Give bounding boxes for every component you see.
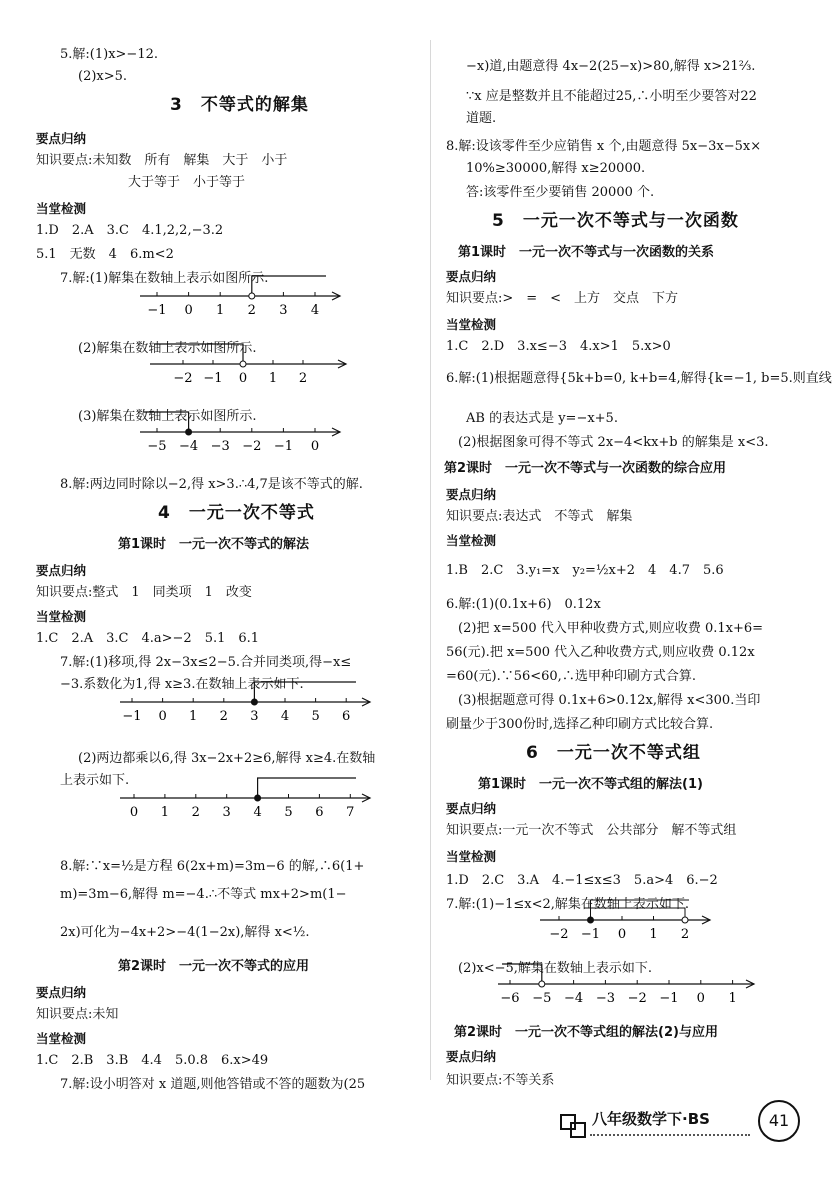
answer-line: 8.解:∵x=½是方程 6(2x+m)=3m−6 的解,∴6(1+ xyxy=(60,859,365,874)
answer-line: 大于等于 小于等于 xyxy=(128,175,246,190)
lesson-title: 第1课时 一元一次不等式的解法 xyxy=(118,537,310,552)
subsection-heading: 当堂检测 xyxy=(36,201,87,216)
number-line xyxy=(120,794,370,820)
arrow-icon xyxy=(746,980,754,988)
subsection-heading: 要点归纳 xyxy=(36,563,87,578)
number-line-tick-label: −5 xyxy=(147,439,167,454)
solution-ray xyxy=(258,778,356,798)
number-line-tick-label: 6 xyxy=(342,709,351,724)
answer-line: 1.C 2.B 3.B 4.4 5.0.8 6.x>49 xyxy=(36,1053,269,1068)
number-line-tick-label: 2 xyxy=(680,927,690,942)
number-line-tick-label: 4 xyxy=(280,709,290,724)
closed-dot-icon xyxy=(251,699,257,705)
number-line-tick-label: 0 xyxy=(158,709,167,724)
number-line-tick-label: −1 xyxy=(122,709,142,724)
answer-line: −x)道,由题意得 4x−2(25−x)>80,解得 x>21⅔. xyxy=(466,59,756,74)
subsection-heading: 当堂检测 xyxy=(36,609,87,624)
answer-line: (2)把 x=500 代入甲种收费方式,则应收费 0.1x+6= xyxy=(458,621,764,636)
number-line-tick-label: −3 xyxy=(210,439,230,454)
answer-line: (2)根据图象可得不等式 2x−4<kx+b 的解集是 x<3. xyxy=(458,435,769,450)
page-number: 41 xyxy=(758,1100,800,1142)
footer-book-label: 八年级数学下·BS xyxy=(592,1110,710,1128)
answer-line: 1.C 2.A 3.C 4.a>−2 5.1 6.1 xyxy=(36,631,260,646)
answer-line: 知识要点:不等关系 xyxy=(446,1073,555,1088)
arrow-icon xyxy=(338,360,346,368)
number-line xyxy=(150,360,346,386)
answer-line: 2x)可化为−4x+2>−4(1−2x),解得 x<½. xyxy=(60,925,310,940)
subsection-heading: 要点归纳 xyxy=(446,487,497,502)
number-line-tick-label: 6 xyxy=(315,805,324,820)
number-line-tick-label: −2 xyxy=(627,991,647,1006)
subsection-heading: 要点归纳 xyxy=(446,1049,497,1064)
answer-line: 知识要点:一元一次不等式 公共部分 解不等式组 xyxy=(446,823,737,838)
number-line-tick-label: −1 xyxy=(273,439,293,454)
answer-line: 8.解:两边同时除以−2,得 x>3.∴4,7是该不等式的解. xyxy=(60,477,363,492)
answer-line: 1.D 2.A 3.C 4.1,2,2,−3.2 xyxy=(36,223,224,238)
closed-dot-icon xyxy=(255,795,261,801)
answer-line: 5.解:(1)x>−12. xyxy=(60,47,158,62)
answer-line: 知识要点:未知数 所有 解集 大于 小于 xyxy=(36,153,288,168)
column-divider xyxy=(430,40,431,1080)
arrow-icon xyxy=(362,698,370,706)
answer-line: 5.1 无数 4 6.m<2 xyxy=(36,247,174,262)
answer-line: (3)根据题意可得 0.1x+6>0.12x,解得 x<300.当印 xyxy=(458,693,761,708)
section-title: 5 一元一次不等式与一次函数 xyxy=(492,211,739,231)
subsection-heading: 要点归纳 xyxy=(36,985,87,1000)
arrow-icon xyxy=(332,292,340,300)
number-line-tick-label: 0 xyxy=(617,927,627,942)
lesson-title: 第1课时 一元一次不等式与一次函数的关系 xyxy=(458,245,715,260)
number-line-tick-label: 3 xyxy=(222,805,231,820)
number-line-tick-label: 7 xyxy=(346,805,355,820)
answer-line: 知识要点:表达式 不等式 解集 xyxy=(446,509,633,524)
number-line-tick-label: 3 xyxy=(279,303,288,318)
answer-line: 7.解:(1)解集在数轴上表示如图所示. xyxy=(60,271,269,286)
answer-line: 知识要点:> = < 上方 交点 下方 xyxy=(446,291,679,306)
number-line-tick-label: 3 xyxy=(250,709,259,724)
answer-line: (2)解集在数轴上表示如图所示. xyxy=(78,341,257,356)
arrow-icon xyxy=(332,428,340,436)
lesson-title: 第2课时 一元一次不等式组的解法(2)与应用 xyxy=(454,1025,718,1040)
number-line xyxy=(540,916,710,942)
number-line-tick-label: −3 xyxy=(595,991,615,1006)
answer-line: −3.系数化为1,得 x≥3.在数轴上表示如下. xyxy=(60,677,304,692)
answer-line: 56(元).把 x=500 代入乙种收费方式,则应收费 0.12x xyxy=(446,645,755,660)
number-line-tick-label: −5 xyxy=(532,991,552,1006)
answer-line: 10%≥30000,解得 x≥20000. xyxy=(466,161,646,176)
number-line-tick-label: −1 xyxy=(580,927,601,942)
number-line-tick-label: 2 xyxy=(219,709,228,724)
answer-line: 8.解:设该零件至少应销售 x 个,由题意得 5x−3x−5x× xyxy=(446,139,762,154)
answer-line: 7.解:(1)移项,得 2x−3x≤2−5.合并同类项,得−x≤ xyxy=(60,655,352,670)
number-line-tick-label: 0 xyxy=(238,371,248,386)
lesson-title: 第2课时 一元一次不等式与一次函数的综合应用 xyxy=(444,461,727,476)
number-line-tick-label: −1 xyxy=(659,991,679,1006)
section-title: 6 一元一次不等式组 xyxy=(526,743,701,763)
number-line-tick-label: 1 xyxy=(189,709,198,724)
answer-line: 刷量少于300份时,选择乙种印刷方式比较合算. xyxy=(446,717,714,732)
number-line-tick-label: 0 xyxy=(184,303,193,318)
page-footer xyxy=(560,1106,800,1146)
answer-line: 1.C 2.D 3.x≤−3 4.x>1 5.x>0 xyxy=(446,339,671,354)
open-dot-icon xyxy=(539,981,545,987)
number-line-tick-label: −4 xyxy=(564,991,584,1006)
subsection-heading: 当堂检测 xyxy=(36,1031,87,1046)
number-line xyxy=(140,428,340,454)
answer-line: 6.解:(1)(0.1x+6) 0.12x xyxy=(446,597,601,612)
number-line-tick-label: 1 xyxy=(649,927,658,942)
answer-line: 7.解:(1)−1≤x<2,解集在数轴上表示如下. xyxy=(446,897,690,912)
number-line xyxy=(120,698,370,724)
number-line xyxy=(140,292,340,318)
subsection-heading: 当堂检测 xyxy=(446,849,497,864)
open-dot-icon xyxy=(240,361,246,367)
subsection-heading: 要点归纳 xyxy=(446,269,497,284)
arrow-icon xyxy=(702,916,710,924)
number-line-tick-label: −1 xyxy=(203,371,223,386)
answer-line: AB 的表达式是 y=−x+5. xyxy=(466,411,618,426)
number-line-tick-label: −6 xyxy=(500,991,520,1006)
number-line-tick-label: 4 xyxy=(253,805,262,820)
subsection-heading: 当堂检测 xyxy=(446,317,497,332)
footer-dotted-rule xyxy=(590,1134,750,1136)
number-line-tick-label: 1 xyxy=(160,805,170,820)
answer-line: (2)x<−5,解集在数轴上表示如下. xyxy=(458,961,653,976)
section-title: 3 不等式的解集 xyxy=(170,95,309,115)
number-line-tick-label: 2 xyxy=(298,371,308,386)
answer-line: m)=3m−6,解得 m=−4.∴不等式 mx+2>m(1− xyxy=(60,887,347,902)
answer-line: 知识要点:整式 1 同类项 1 改变 xyxy=(36,585,252,600)
subsection-heading: 当堂检测 xyxy=(446,533,497,548)
answer-line: 道题. xyxy=(466,111,497,126)
number-line-tick-label: 0 xyxy=(310,439,320,454)
number-line-tick-label: 1 xyxy=(268,371,278,386)
subsection-heading: 要点归纳 xyxy=(36,131,87,146)
number-line-tick-label: 2 xyxy=(247,303,256,318)
answer-line: 上表示如下. xyxy=(60,773,130,788)
answer-line: 1.D 2.C 3.A 4.−1≤x≤3 5.a>4 6.−2 xyxy=(446,873,718,888)
closed-dot-icon xyxy=(186,429,192,435)
section-title: 4 一元一次不等式 xyxy=(158,503,315,523)
number-line-tick-label: 0 xyxy=(696,991,705,1006)
number-line-tick-label: −2 xyxy=(549,927,569,942)
answer-line: ∵x 应是整数并且不能超过25,∴小明至少要答对22 xyxy=(466,89,757,104)
open-dot-icon xyxy=(682,917,688,923)
number-line-tick-label: −2 xyxy=(173,371,193,386)
answer-line: (3)解集在数轴上表示如图所示. xyxy=(78,409,257,424)
answer-line: (2)x>5. xyxy=(78,69,128,84)
number-line-tick-label: 0 xyxy=(129,805,139,820)
answer-line: 1.B 2.C 3.y₁=x y₂=½x+2 4 4.7 5.6 xyxy=(446,563,724,578)
number-line-tick-label: 5 xyxy=(311,709,320,724)
lesson-title: 第1课时 一元一次不等式组的解法(1) xyxy=(478,777,703,792)
answer-line: =60(元).∵56<60,∴选甲种印刷方式合算. xyxy=(446,669,696,684)
answer-line: (2)两边都乘以6,得 3x−2x+2≥6,解得 x≥4.在数轴 xyxy=(78,751,376,766)
number-line-tick-label: 2 xyxy=(191,805,200,820)
number-line xyxy=(498,980,754,1006)
number-line-tick-label: −2 xyxy=(242,439,262,454)
arrow-icon xyxy=(362,794,370,802)
answer-line: 答:该零件至少要销售 20000 个. xyxy=(466,185,655,200)
footer-square-icon xyxy=(570,1122,586,1138)
number-line-tick-label: −4 xyxy=(179,439,199,454)
number-line-tick-label: 1 xyxy=(728,991,737,1006)
answer-line: 知识要点:未知 xyxy=(36,1007,119,1022)
open-dot-icon xyxy=(249,293,255,299)
number-line-tick-label: 1 xyxy=(216,303,225,318)
number-line-tick-label: 4 xyxy=(310,303,320,318)
number-line-tick-label: −1 xyxy=(147,303,167,318)
lesson-title: 第2课时 一元一次不等式的应用 xyxy=(118,959,310,974)
answer-line: 7.解:设小明答对 x 道题,则他答错或不答的题数为(25 xyxy=(60,1077,366,1092)
subsection-heading: 要点归纳 xyxy=(446,801,497,816)
closed-dot-icon xyxy=(588,917,594,923)
number-line-tick-label: 5 xyxy=(284,805,293,820)
answer-line: 6.解:(1)根据题意得{5k+b=0, k+b=4,解得{k=−1, b=5.则直线 xyxy=(446,371,832,386)
